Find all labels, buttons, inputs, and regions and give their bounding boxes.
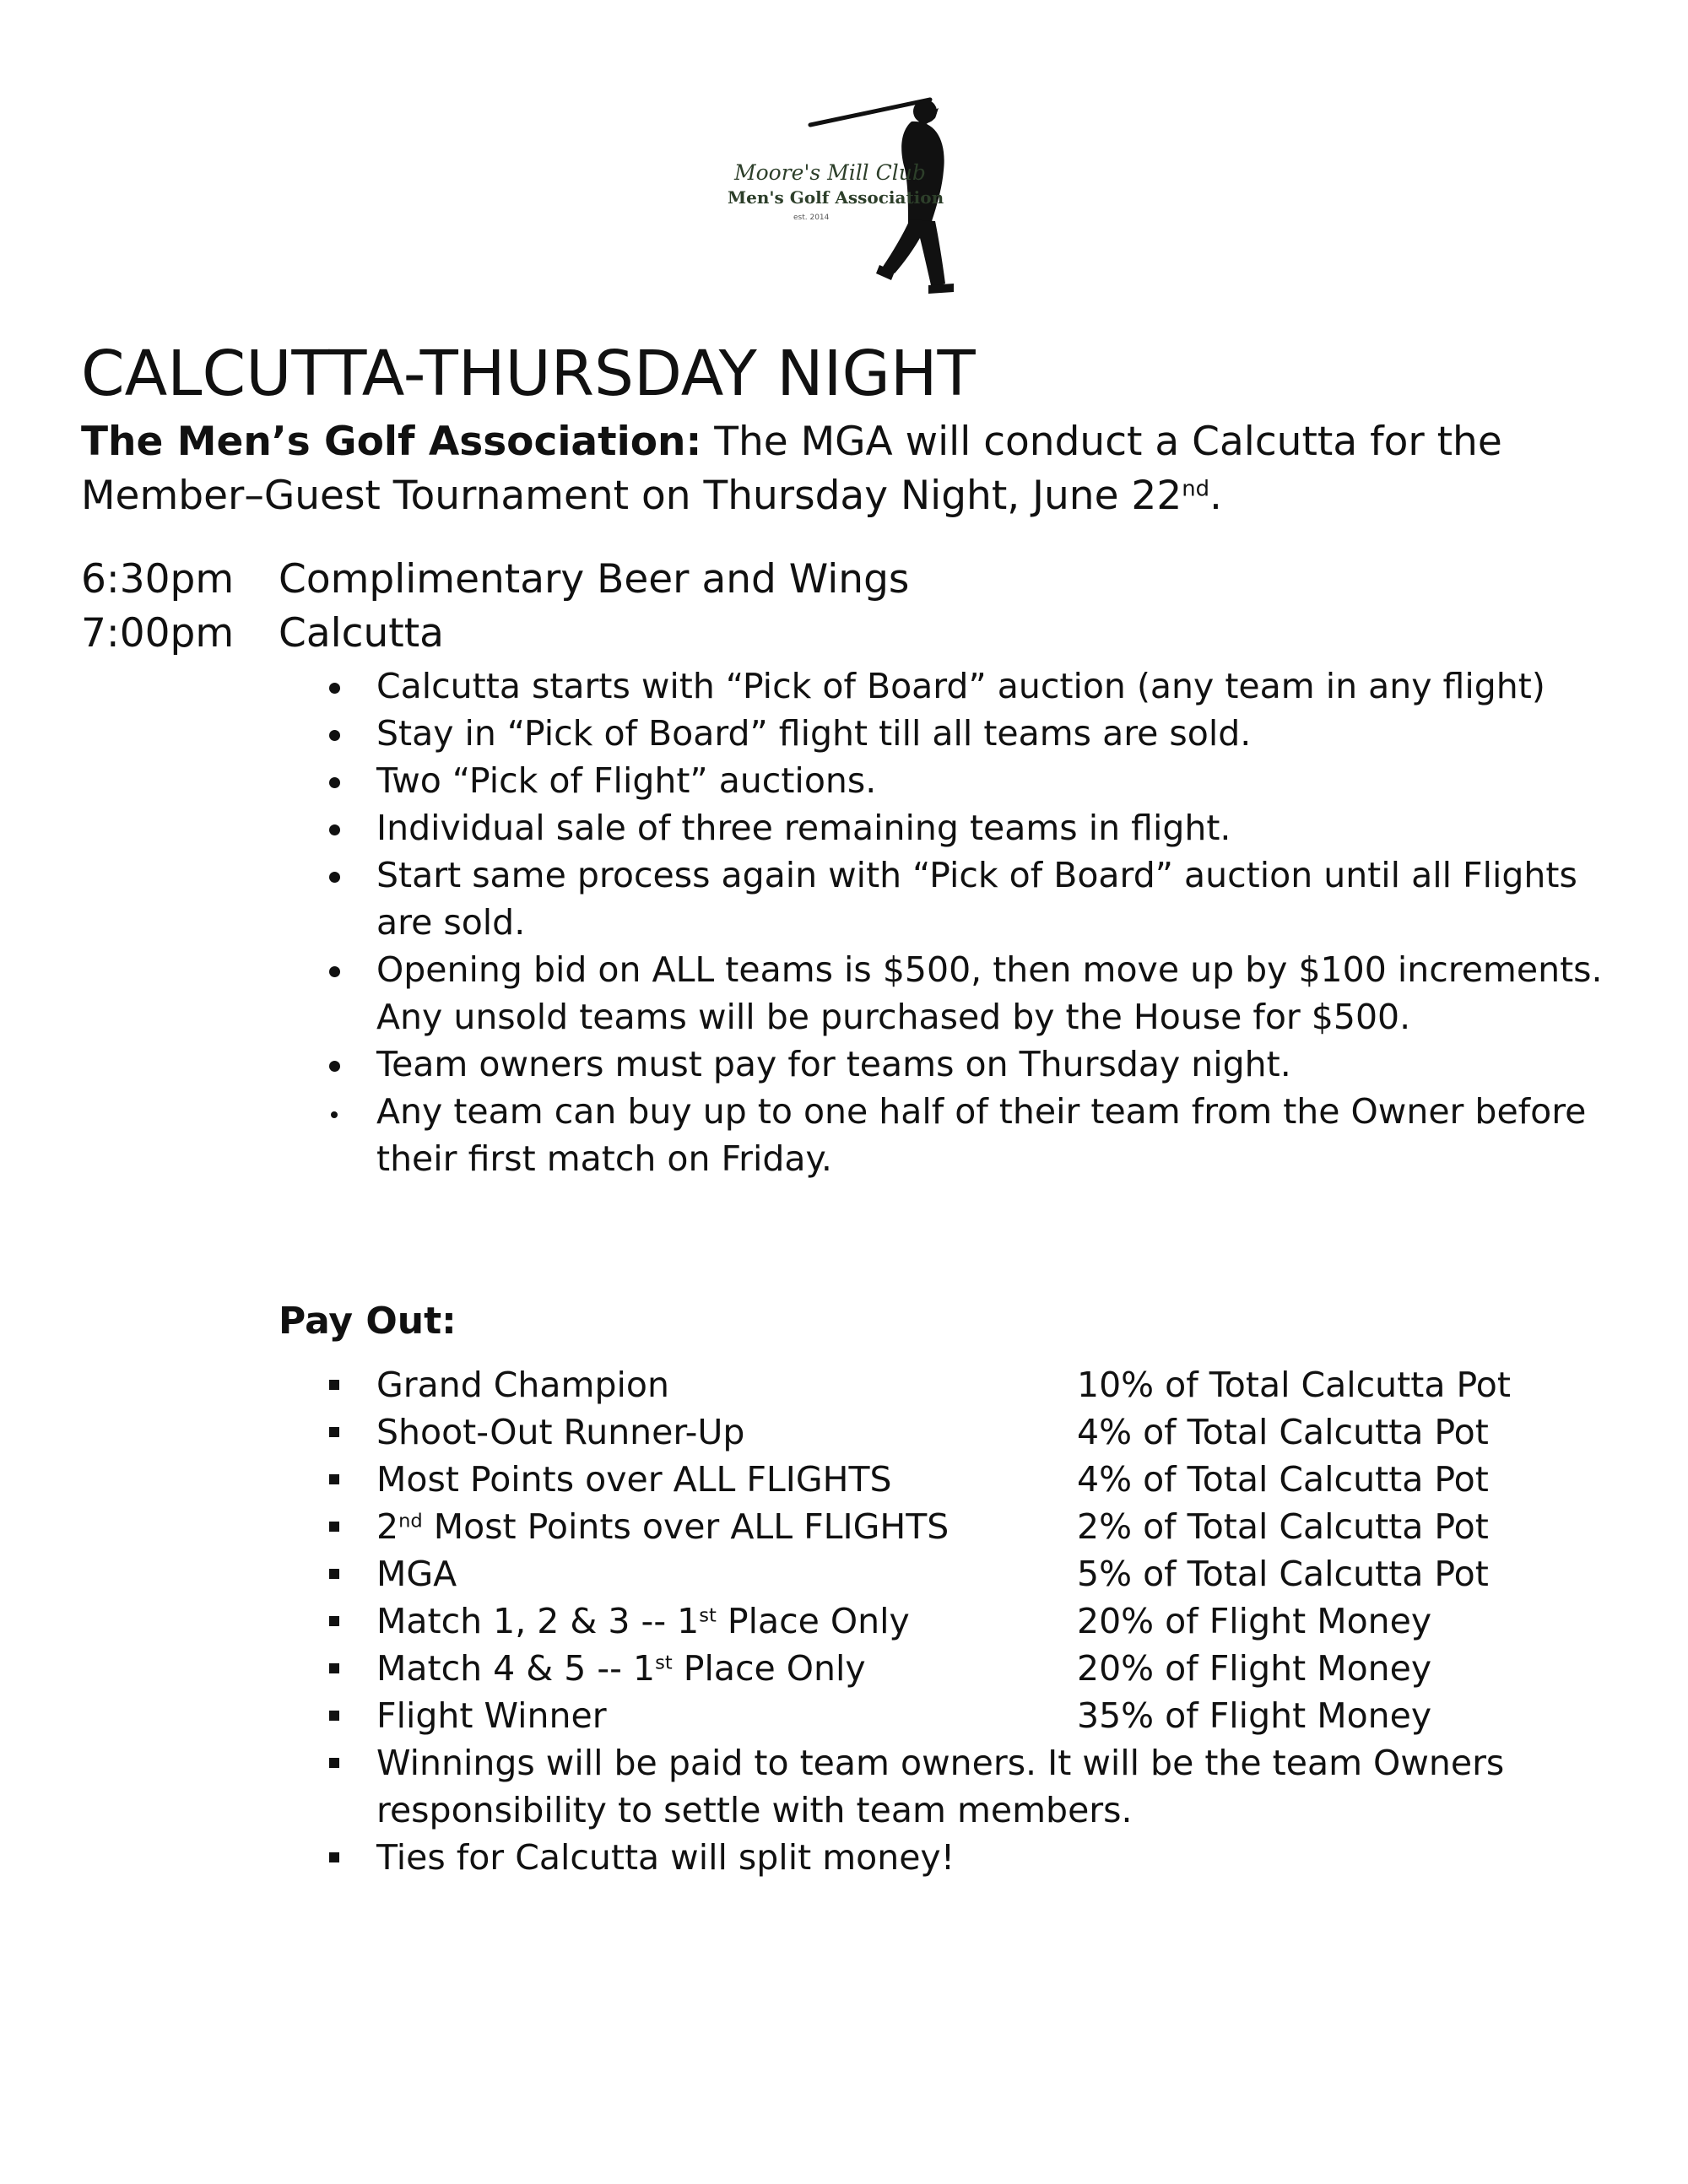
payout-label-post: Place Only	[716, 1601, 910, 1641]
bullet-icon	[329, 966, 340, 977]
payout-note-text: Winnings will be paid to team owners. It will be the team Owners responsibility to settle with team members.	[376, 1743, 1505, 1830]
payout-label	[376, 1597, 1077, 1645]
payout-label-post: Place Only	[672, 1648, 866, 1689]
payout-row	[279, 1361, 1612, 1408]
payout-amount: 20% of Flight Money	[1077, 1601, 1432, 1641]
square-bullet-icon	[329, 1427, 339, 1437]
payout-label: Flight Winner	[376, 1695, 607, 1736]
payout-label: Shoot-Out Runner-Up	[376, 1412, 745, 1452]
page-title: CALCUTTA-THURSDAY NIGHT	[81, 338, 976, 410]
intro-text: The MGA will conduct a Calcutta for the Member–Guest Tournament on Thursday Night, June 22	[81, 419, 1502, 519]
logo-established: est. 2014	[793, 214, 830, 222]
payout-heading: Pay Out:	[279, 1300, 457, 1343]
intro-end: .	[1209, 473, 1222, 519]
bullet-icon	[329, 1061, 340, 1072]
schedule-time: 7:00pm	[81, 610, 235, 657]
schedule-event: Calcutta	[279, 610, 444, 657]
list-item	[279, 1088, 1612, 1182]
intro-sup: nd	[1182, 476, 1210, 502]
schedule-row	[81, 607, 909, 661]
payout-label: Grand Champion	[376, 1365, 669, 1405]
payout-amount: 5% of Total Calcutta Pot	[1077, 1554, 1489, 1594]
payout-list	[279, 1361, 1612, 1881]
payout-note	[279, 1739, 1612, 1834]
payout-label-pre: Match 1, 2 & 3 -- 1	[376, 1601, 700, 1641]
payout-row	[279, 1692, 1612, 1739]
square-bullet-icon	[329, 1474, 339, 1484]
payout-amount: 2% of Total Calcutta Pot	[1077, 1506, 1489, 1547]
intro-paragraph	[81, 415, 1600, 523]
payout-label-post: Most Points over ALL FLIGHTS	[422, 1506, 950, 1547]
payout-label	[376, 1503, 1077, 1550]
club-logo	[717, 93, 979, 295]
square-bullet-icon	[329, 1380, 339, 1390]
rule-text: Team owners must pay for teams on Thursday night.	[376, 1044, 1291, 1084]
payout-amount: 35% of Flight Money	[1077, 1695, 1432, 1736]
schedule	[81, 553, 909, 661]
bullet-icon	[329, 777, 340, 788]
list-item	[279, 1041, 1612, 1088]
list-item	[279, 757, 1612, 804]
square-bullet-icon	[329, 1569, 339, 1579]
payout-label: MGA	[376, 1554, 457, 1594]
schedule-row	[81, 553, 909, 607]
payout-label-sup: nd	[398, 1510, 423, 1533]
logo-association-name: Men's Golf Association	[728, 187, 944, 208]
payout-label-pre: Match 4 & 5 -- 1	[376, 1648, 656, 1689]
list-item	[279, 946, 1612, 1041]
logo-club-name: Moore's Mill Club	[734, 160, 926, 185]
payout-label	[376, 1645, 1077, 1692]
rule-text: Opening bid on ALL teams is $500, then move up by $100 increments. Any unsold teams will be purchased by the House for $500.	[376, 949, 1603, 1037]
rule-text: Two “Pick of Flight” auctions.	[376, 760, 877, 801]
bullet-icon	[329, 824, 340, 835]
intro-lead: The Men’s Golf Association:	[81, 419, 702, 465]
list-item	[279, 851, 1612, 946]
bullet-icon	[329, 872, 340, 883]
payout-amount: 20% of Flight Money	[1077, 1648, 1432, 1689]
payout-row	[279, 1645, 1612, 1692]
payout-label: Most Points over ALL FLIGHTS	[376, 1459, 892, 1500]
rule-text: Stay in “Pick of Board” flight till all teams are sold.	[376, 713, 1252, 754]
list-item	[279, 662, 1612, 710]
schedule-event: Complimentary Beer and Wings	[279, 556, 910, 603]
payout-amount: 10% of Total Calcutta Pot	[1077, 1365, 1511, 1405]
square-bullet-icon	[329, 1522, 339, 1532]
payout-amount: 4% of Total Calcutta Pot	[1077, 1459, 1489, 1500]
payout-label-sup: st	[699, 1604, 717, 1627]
payout-amount: 4% of Total Calcutta Pot	[1077, 1412, 1489, 1452]
square-bullet-icon	[329, 1758, 339, 1768]
square-bullet-icon	[329, 1852, 339, 1862]
payout-row	[279, 1597, 1612, 1645]
rule-text: Start same process again with “Pick of Board” auction until all Flights are sold.	[376, 855, 1577, 943]
schedule-time: 6:30pm	[81, 556, 235, 603]
payout-row	[279, 1408, 1612, 1456]
bullet-icon	[329, 683, 340, 694]
square-bullet-icon	[329, 1616, 339, 1626]
rule-text: Calcutta starts with “Pick of Board” auction (any team in any flight)	[376, 666, 1545, 706]
payout-row	[279, 1550, 1612, 1597]
square-bullet-icon	[329, 1711, 339, 1721]
rule-text: Individual sale of three remaining teams in flight.	[376, 808, 1231, 848]
list-item	[279, 804, 1612, 851]
bullet-icon	[331, 1111, 338, 1118]
list-item	[279, 710, 1612, 757]
square-bullet-icon	[329, 1663, 339, 1673]
bullet-icon	[329, 730, 340, 741]
payout-row	[279, 1456, 1612, 1503]
payout-note-text: Ties for Calcutta will split money!	[376, 1837, 955, 1878]
calcutta-rules-list	[279, 662, 1612, 1182]
payout-note	[279, 1834, 1612, 1881]
payout-label-sup: st	[655, 1652, 673, 1674]
rule-text: Any team can buy up to one half of their team from the Owner before their first match on Friday.	[376, 1091, 1587, 1179]
payout-label-pre: 2	[376, 1506, 399, 1547]
payout-row	[279, 1503, 1612, 1550]
